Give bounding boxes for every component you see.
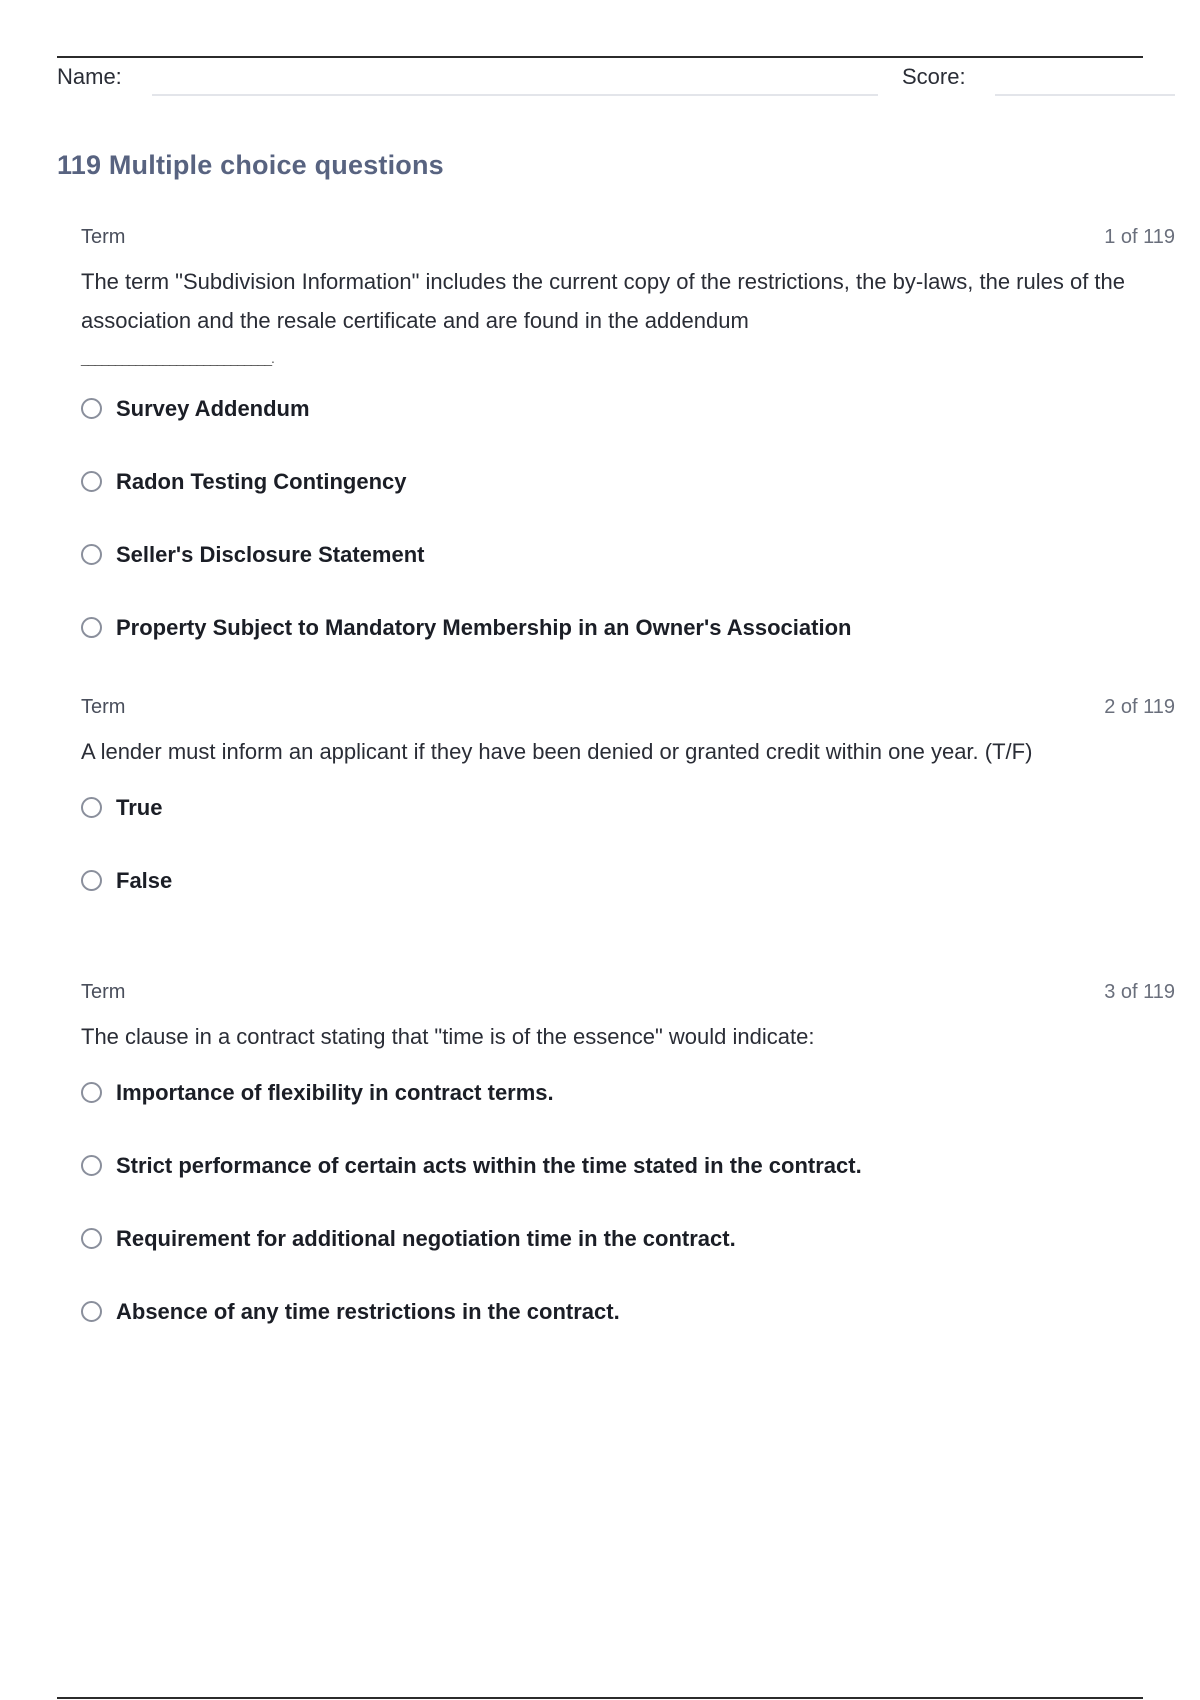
option-label: Survey Addendum	[116, 395, 310, 421]
question-prompt: A lender must inform an applicant if they have been denied or granted credit within one year. (T/F)	[81, 739, 1033, 764]
answer-blank: ____________________________.	[81, 350, 274, 366]
radio-button-icon[interactable]	[81, 617, 102, 638]
radio-button-icon[interactable]	[81, 1155, 102, 1176]
answer-option[interactable]	[81, 1056, 1175, 1129]
question-1	[81, 224, 1175, 664]
radio-button-icon[interactable]	[81, 398, 102, 419]
option-label: Importance of flexibility in contract terms.	[116, 1079, 554, 1105]
answer-options	[81, 771, 1175, 917]
option-label: True	[116, 794, 163, 820]
bottom-rule	[57, 1697, 1143, 1699]
answer-option[interactable]	[81, 771, 1175, 844]
name-score-header	[57, 60, 1177, 100]
question-text	[81, 262, 1141, 372]
score-field[interactable]	[995, 94, 1175, 96]
option-label: Strict performance of certain acts within the time stated in the contract.	[116, 1152, 862, 1178]
answer-option[interactable]	[81, 1202, 1175, 1275]
answer-option[interactable]	[81, 1129, 1175, 1202]
term-label: Term	[81, 981, 126, 1003]
question-text	[81, 732, 1141, 771]
name-field[interactable]	[152, 94, 878, 96]
answer-option[interactable]	[81, 844, 1175, 917]
radio-button-icon[interactable]	[81, 471, 102, 492]
answer-options	[81, 1056, 1175, 1348]
question-counter: 2 of 119	[1104, 696, 1175, 718]
term-label: Term	[81, 226, 126, 248]
score-label: Score:	[902, 64, 966, 89]
radio-button-icon[interactable]	[81, 1082, 102, 1103]
option-label: Seller's Disclosure Statement	[116, 541, 425, 567]
question-text	[81, 1017, 1141, 1056]
question-header	[81, 224, 1175, 252]
question-counter: 1 of 119	[1104, 226, 1175, 248]
question-prompt: The clause in a contract stating that "time is of the essence" would indicate:	[81, 1024, 815, 1049]
option-label: Radon Testing Contingency	[116, 468, 407, 494]
radio-button-icon[interactable]	[81, 1301, 102, 1322]
question-header	[81, 694, 1175, 722]
answer-options	[81, 372, 1175, 664]
answer-option[interactable]	[81, 518, 1175, 591]
radio-button-icon[interactable]	[81, 870, 102, 891]
answer-option[interactable]	[81, 591, 1175, 664]
answer-option[interactable]	[81, 372, 1175, 445]
page-title: 119 Multiple choice questions	[57, 150, 444, 180]
term-label: Term	[81, 696, 126, 718]
radio-button-icon[interactable]	[81, 1228, 102, 1249]
option-label: Absence of any time restrictions in the contract.	[116, 1298, 620, 1324]
option-label: Requirement for additional negotiation time in the contract.	[116, 1225, 736, 1251]
radio-button-icon[interactable]	[81, 797, 102, 818]
top-rule	[57, 56, 1143, 58]
radio-button-icon[interactable]	[81, 544, 102, 565]
question-prompt: The term "Subdivision Information" includes the current copy of the restrictions, the by-laws, the rules of the association and the resale certificate and are found in the addendum	[81, 269, 1126, 333]
question-header	[81, 979, 1175, 1007]
answer-option[interactable]	[81, 1275, 1175, 1348]
question-2	[81, 694, 1175, 917]
answer-option[interactable]	[81, 445, 1175, 518]
question-3	[81, 979, 1175, 1348]
question-counter: 3 of 119	[1104, 981, 1175, 1003]
option-label: Property Subject to Mandatory Membership in an Owner's Association	[116, 614, 852, 640]
name-label: Name:	[57, 64, 122, 89]
option-label: False	[116, 867, 173, 893]
